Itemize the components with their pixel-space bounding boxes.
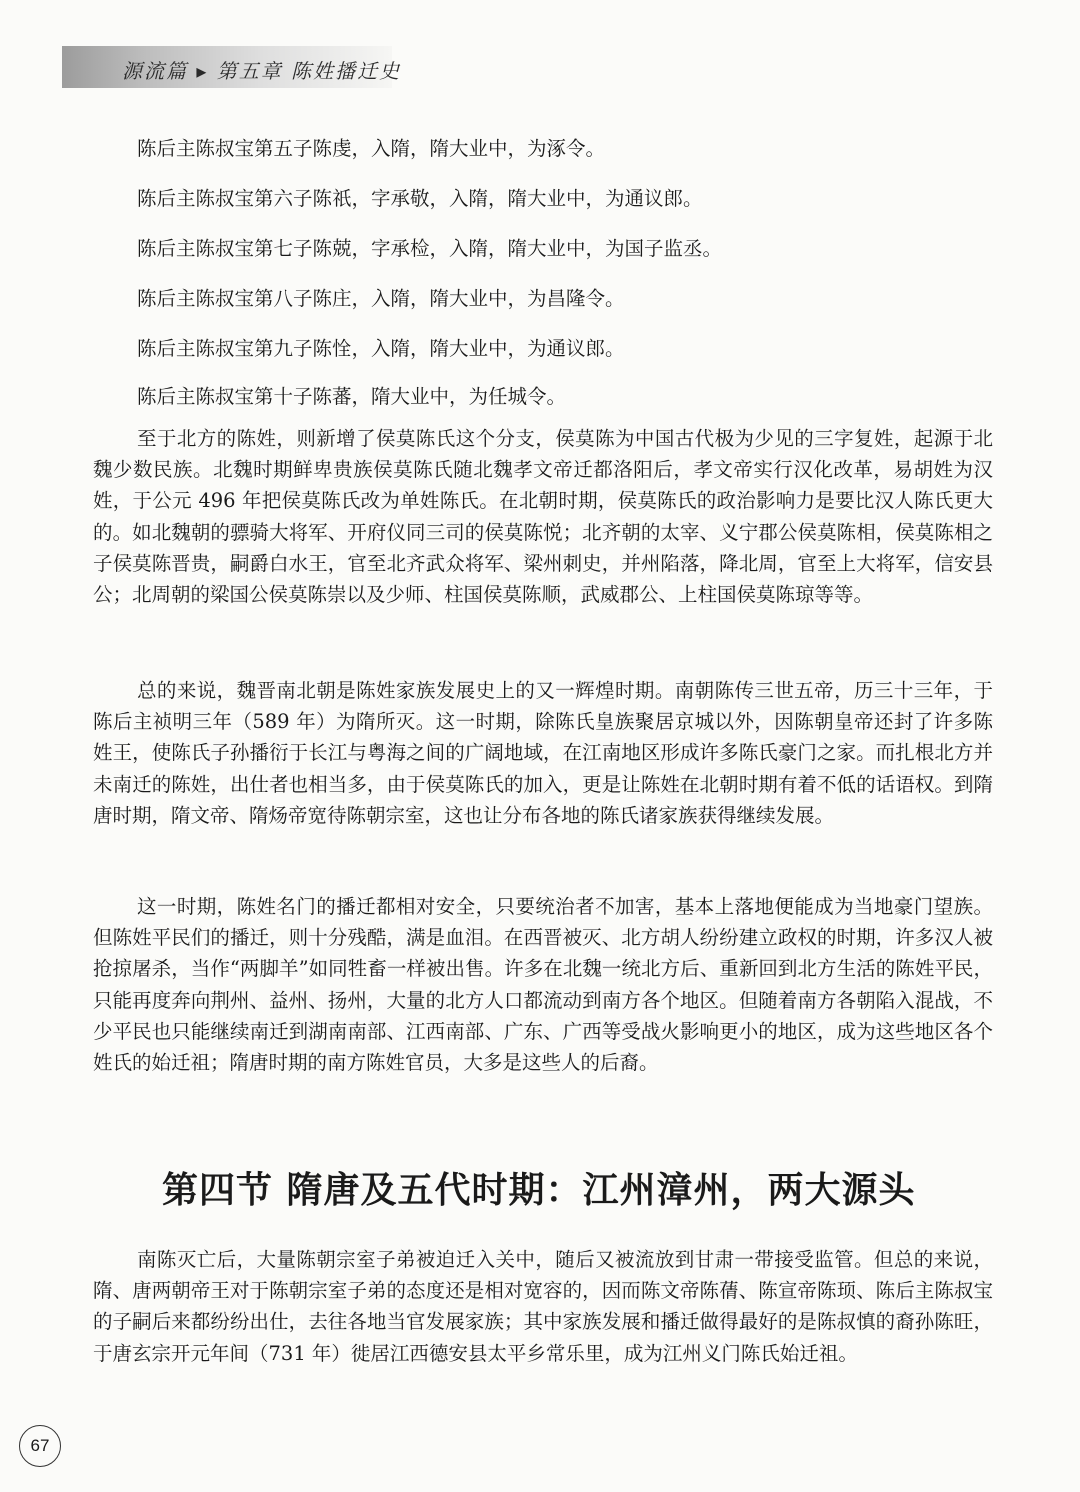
page-number: 67 (19, 1425, 61, 1467)
list-line: 陈后主陈叔宝第十子陈蕃，隋大业中，为任城令。 (137, 385, 567, 408)
header-title: 源流篇 ▸ 第五章 陈姓播迁史 (122, 59, 402, 83)
paragraph: 这一时期，陈姓名门的播迁都相对安全，只要统治者不加害，基本上落地便能成为当地豪门望族。但陈姓平民们的播迁，则十分残酷，满是血泪。在西晋被灭、北方胡人纷纷建立政权的时期，许多汉人被抢掠屠杀，当作“两脚羊”如同牲畜一样被出售。许多在北魏一统北方后、重新回到北方生活的陈姓平民，只能再度奔向荆州、益州、扬州，大量的北方人口都流动到南方各个地区。但随着南方各朝陷入混战，不少平民也只能继续南迁到湖南南部、江西南部、广东、广西等受战火影响更小的地区，成为这些地区各个姓氏的始迁祖；隋唐时期的南方陈姓官员，大多是这些人的后裔。 (93, 895, 993, 1075)
list-line: 陈后主陈叔宝第五子陈虔，入隋，隋大业中，为涿令。 (137, 137, 606, 160)
list-line: 陈后主陈叔宝第八子陈庄，入隋，隋大业中，为昌隆令。 (137, 287, 625, 310)
paragraph: 至于北方的陈姓，则新增了侯莫陈氏这个分支，侯莫陈为中国古代极为少见的三字复姓，起源于北魏少数民族。北魏时期鲜卑贵族侯莫陈氏随北魏孝文帝迁都洛阳后，孝文帝实行汉化改革，易胡姓为汉姓，于公元 496 年把侯莫陈氏改为单姓陈氏。在北朝时期，侯莫陈氏的政治影响力是要比汉人陈氏更大的。如北魏朝的骠骑大将军、开府仪同三司的侯莫陈悦；北齐朝的太宰、义宁郡公侯莫陈相，侯莫陈相之子侯莫陈晋贵，嗣爵白水王，官至北齐武众将军、梁州刺史，并州陷落，降北周，官至上大将军，信安县公；北周朝的梁国公侯莫陈崇以及少师、柱国侯莫陈顺，武威郡公、上柱国侯莫陈琼等等。 (93, 427, 993, 607)
list-line: 陈后主陈叔宝第七子陈兢，字承检，入隋，隋大业中，为国子监丞。 (137, 237, 723, 260)
list-line: 陈后主陈叔宝第九子陈恮，入隋，隋大业中，为通议郎。 (137, 337, 625, 360)
section-title: 第四节 隋唐及五代时期：江州漳州，两大源头 (162, 1169, 916, 1211)
list-line: 陈后主陈叔宝第六子陈祇，字承敬，入隋，隋大业中，为通议郎。 (137, 187, 703, 210)
paragraph: 总的来说，魏晋南北朝是陈姓家族发展史上的又一辉煌时期。南朝陈传三世五帝，历三十三年，于陈后主祯明三年（589 年）为隋所灭。这一时期，除陈氏皇族聚居京城以外，因陈朝皇帝还封了许多陈姓王，使陈氏子孙播衍于长江与粤海之间的广阔地域，在江南地区形成许多陈氏豪门之家。而扎根北方并未南迁的陈姓，出仕者也相当多，由于侯莫陈氏的加入，更是让陈姓在北朝时期有着不低的话语权。到隋唐时期，隋文帝、隋炀帝宽待陈朝宗室，这也让分布各地的陈氏诸家族获得继续发展。 (93, 679, 993, 827)
running-header (62, 46, 402, 88)
section-paragraph: 南陈灭亡后，大量陈朝宗室子弟被迫迁入关中，随后又被流放到甘肃一带接受监管。但总的来说，隋、唐两朝帝王对于陈朝宗室子弟的态度还是相对宽容的，因而陈文帝陈蒨、陈宣帝陈顼、陈后主陈叔宝的子嗣后来都纷纷出仕，去往各地当官发展家族；其中家族发展和播迁做得最好的是陈叔慎的裔孙陈旺，于唐玄宗开元年间（731 年）徙居江西德安县太平乡常乐里，成为江州义门陈氏始迁祖。 (93, 1248, 993, 1365)
